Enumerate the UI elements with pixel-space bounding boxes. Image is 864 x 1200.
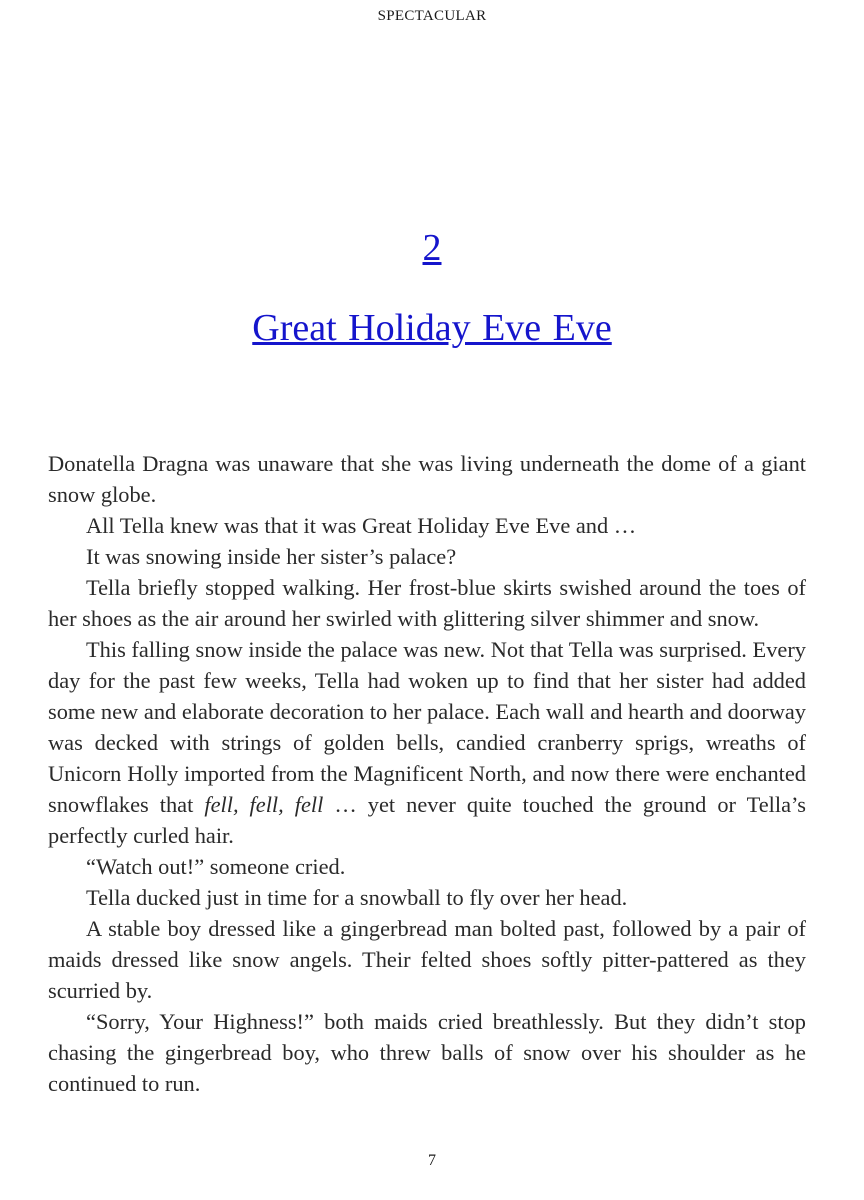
paragraph-text-continued: … yet never quite touched the ground or Tella’s perfectly curled hair. <box>48 792 806 848</box>
paragraph: “Sorry, Your Highness!” both maids cried breathlessly. But they didn’t stop chasing the gingerbread boy, who threw balls of snow over his shoulder as he continued to run. <box>48 1009 806 1096</box>
paragraph: All Tella knew was that it was Great Holiday Eve Eve and … <box>86 513 637 538</box>
chapter-number[interactable]: 2 <box>422 227 442 269</box>
chapter-body <box>48 448 806 1099</box>
paragraph: Donatella Dragna was unaware that she was living underneath the dome of a giant snow globe. <box>48 451 806 507</box>
page-number: 7 <box>428 1152 436 1169</box>
paragraph: Tella briefly stopped walking. Her frost-blue skirts swished around the toes of her shoes as the air around her swirled with glittering silver shimmer and snow. <box>48 575 806 631</box>
paragraph: Tella ducked just in time for a snowball to fly over her head. <box>86 885 628 910</box>
italic-phrase: fell, fell, fell <box>204 792 324 817</box>
running-head: SPECTACULAR <box>377 8 487 24</box>
paragraph-text: This falling snow inside the palace was new. Not that Tella was surprised. Every day for the past few weeks, Tella had woken up to find that her sister had added some new and elaborate decoration to her palace. Each wall and hearth and doorway was decked with strings of golden bells, candied cranberry sprigs, wreaths of Unicorn Holly imported from the Magnificent North, and now there were enchanted snowflakes that <box>48 637 806 817</box>
paragraph: “Watch out!” someone cried. <box>86 854 346 879</box>
chapter-title[interactable]: Great Holiday Eve Eve <box>252 307 612 349</box>
paragraph: It was snowing inside her sister’s palace? <box>86 544 457 569</box>
paragraph <box>48 634 806 851</box>
paragraph: A stable boy dressed like a gingerbread man bolted past, followed by a pair of maids dressed like snow angels. Their felted shoes softly pitter-pattered as they scurried by. <box>48 916 806 1003</box>
